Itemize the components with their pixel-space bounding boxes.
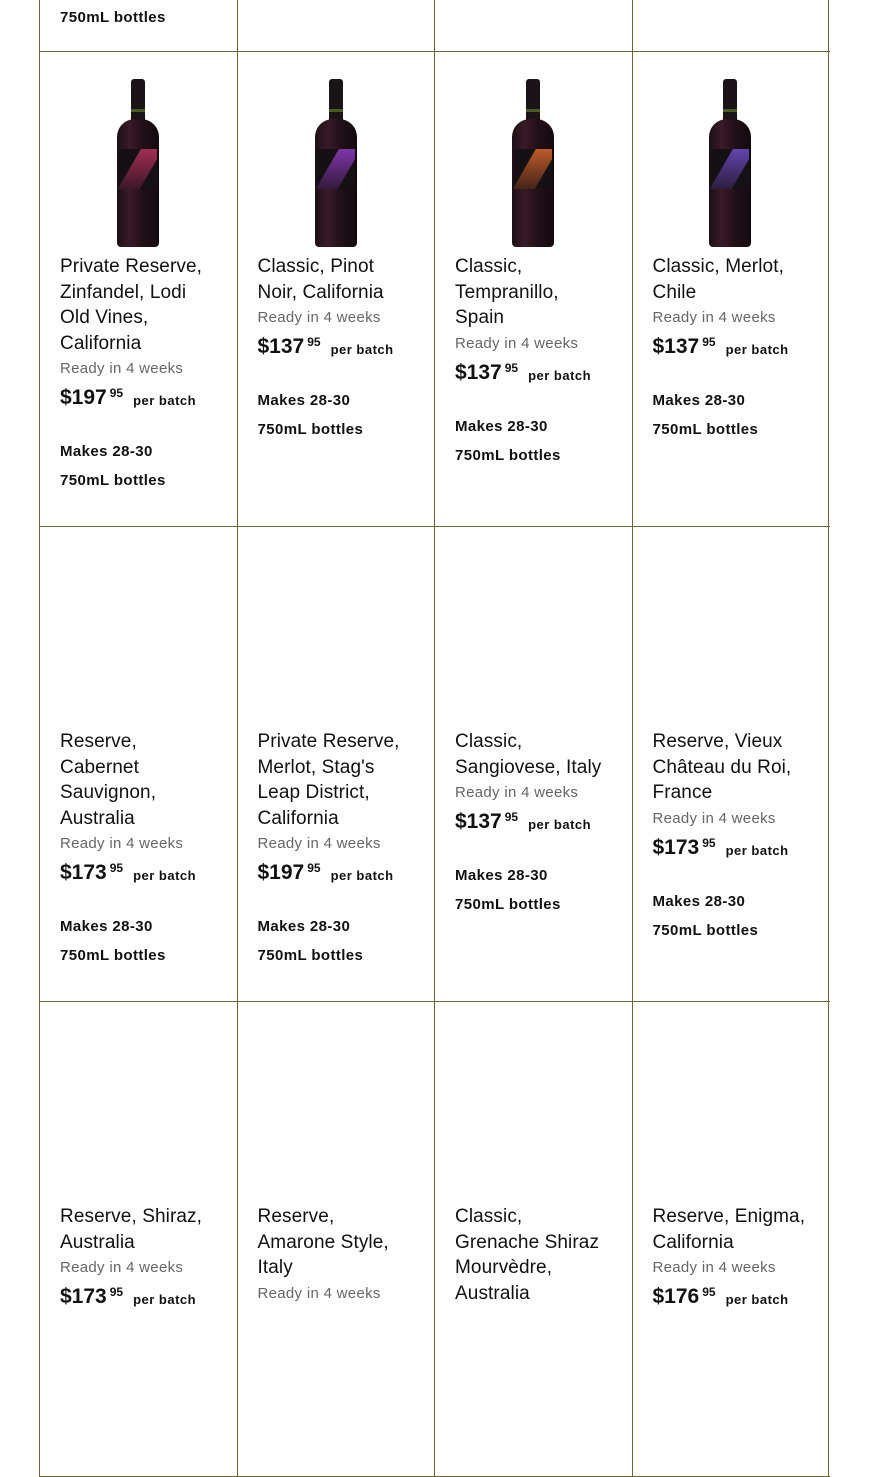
price-unit: per batch xyxy=(133,868,197,883)
wine-bottle-icon xyxy=(313,79,359,247)
product-card[interactable] xyxy=(39,52,237,526)
product-title[interactable]: Classic, Pinot Noir, California xyxy=(257,256,384,303)
yield-count: Makes 28-30 xyxy=(455,867,548,884)
product-title[interactable]: Reserve, Shiraz, Australia xyxy=(60,1206,203,1253)
product-image[interactable] xyxy=(258,527,415,722)
price-cents: 95 xyxy=(702,1285,716,1299)
ready-time: Ready in 4 weeks xyxy=(257,835,381,852)
price xyxy=(258,860,415,886)
yield-size: 750mL bottles xyxy=(652,421,759,438)
product-image[interactable] xyxy=(455,52,612,247)
product-card[interactable] xyxy=(39,1002,237,1476)
product-title[interactable]: Reserve, Vieux Château du Roi, France xyxy=(652,731,792,803)
price-dollars: $197 xyxy=(257,861,305,884)
price-cents: 95 xyxy=(109,1285,124,1299)
price-unit: per batch xyxy=(330,868,394,883)
price-dollars: $176 xyxy=(652,1285,700,1308)
yield-count: Makes 28-30 xyxy=(257,918,351,935)
product-card[interactable] xyxy=(237,0,435,51)
product-card[interactable] xyxy=(632,52,830,526)
price-unit: per batch xyxy=(528,817,592,832)
price xyxy=(455,1312,612,1320)
price-dollars: $137 xyxy=(257,335,305,358)
price-unit: per batch xyxy=(725,842,789,858)
product-card[interactable] xyxy=(434,527,632,1001)
price-dollars: $173 xyxy=(652,835,700,859)
product-card[interactable] xyxy=(237,1002,435,1476)
yield-count: Makes 28-30 xyxy=(60,443,153,460)
ready-time: Ready in 4 weeks xyxy=(455,334,579,352)
product-title[interactable]: Classic, Merlot, Chile xyxy=(652,256,784,303)
price xyxy=(455,360,612,386)
price-dollars: $137 xyxy=(652,335,700,358)
product-card[interactable] xyxy=(434,0,632,51)
price xyxy=(653,1284,809,1310)
price-dollars: $173 xyxy=(60,861,107,884)
price-cents: 95 xyxy=(504,360,519,375)
ready-time: Ready in 4 weeks xyxy=(652,309,776,326)
yield-info xyxy=(653,887,809,945)
ready-time: Ready in 4 weeks xyxy=(652,1259,776,1276)
yield-info xyxy=(258,386,415,444)
ready-time: Ready in 4 weeks xyxy=(257,309,381,326)
yield-info xyxy=(60,437,217,495)
price xyxy=(60,860,217,886)
price-cents: 95 xyxy=(702,835,716,850)
ready-time: Ready in 4 weeks xyxy=(455,784,579,801)
product-image[interactable] xyxy=(455,527,612,722)
product-card[interactable] xyxy=(434,52,632,526)
product-card[interactable] xyxy=(237,52,435,526)
product-card[interactable] xyxy=(632,527,830,1001)
product-row xyxy=(39,52,830,527)
yield-count: Makes 28-30 xyxy=(257,392,351,409)
price-cents: 95 xyxy=(504,810,519,824)
product-card[interactable] xyxy=(632,1002,830,1476)
yield-count: Makes 28-30 xyxy=(60,918,153,935)
product-title[interactable]: Reserve, Cabernet Sauvignon, Australia xyxy=(60,731,157,829)
product-row xyxy=(39,0,830,52)
yield-info xyxy=(258,912,415,970)
product-card[interactable] xyxy=(39,527,237,1001)
wine-bottle-icon xyxy=(115,79,161,247)
product-card[interactable] xyxy=(237,527,435,1001)
price-cents: 95 xyxy=(702,335,716,349)
product-image[interactable] xyxy=(60,1002,217,1197)
product-card[interactable] xyxy=(434,1002,632,1476)
price-dollars: $197 xyxy=(60,386,107,409)
yield-count: Makes 28-30 xyxy=(455,417,548,435)
price-unit: per batch xyxy=(330,342,394,357)
price xyxy=(653,334,809,360)
wine-bottle-icon xyxy=(510,79,556,247)
price xyxy=(653,835,809,861)
product-image[interactable] xyxy=(653,1002,809,1197)
yield-size: 750mL bottles xyxy=(455,896,561,913)
yield-size: 750mL bottles xyxy=(60,472,166,489)
product-title[interactable]: Classic, Tempranillo, Spain xyxy=(455,256,559,328)
price-unit: per batch xyxy=(528,367,592,383)
ready-time: Ready in 4 weeks xyxy=(60,835,184,852)
ready-time: Ready in 4 weeks xyxy=(257,1284,381,1302)
ready-time: Ready in 4 weeks xyxy=(652,809,776,827)
product-image[interactable] xyxy=(653,52,809,247)
product-grid xyxy=(39,0,830,1477)
price-cents: 95 xyxy=(109,861,124,875)
yield-info xyxy=(60,912,217,970)
product-row xyxy=(39,527,830,1002)
product-image[interactable] xyxy=(653,527,809,722)
product-image[interactable] xyxy=(258,52,415,247)
product-row xyxy=(39,1002,830,1477)
yield-info xyxy=(653,386,809,444)
yield-size: 750mL bottles xyxy=(652,921,759,939)
price xyxy=(455,809,612,835)
product-image[interactable] xyxy=(60,527,217,722)
product-title[interactable]: Classic, Grenache Shiraz Mourvèdre, Australia xyxy=(455,1206,600,1304)
price-dollars: $173 xyxy=(60,1285,107,1308)
product-image[interactable] xyxy=(258,1002,415,1197)
price-dollars: $137 xyxy=(455,810,502,833)
price-unit: per batch xyxy=(725,342,789,357)
yield-info xyxy=(60,3,166,32)
price-cents: 95 xyxy=(109,386,124,400)
price xyxy=(60,1284,217,1310)
price-cents: 95 xyxy=(307,861,321,875)
wine-bottle-icon xyxy=(707,79,753,247)
price xyxy=(258,334,415,360)
product-card[interactable] xyxy=(632,0,830,51)
yield-size: 750mL bottles xyxy=(257,947,364,964)
ready-time: Ready in 4 weeks xyxy=(60,360,184,377)
price-unit: per batch xyxy=(133,1292,197,1307)
yield-size: 750mL bottles xyxy=(257,421,364,438)
yield-info xyxy=(455,412,612,470)
price-unit: per batch xyxy=(133,393,197,408)
yield-size: 750mL bottles xyxy=(60,9,166,26)
product-image[interactable] xyxy=(60,52,217,247)
ready-time: Ready in 4 weeks xyxy=(60,1259,184,1276)
price-cents: 95 xyxy=(307,335,321,349)
yield-size: 750mL bottles xyxy=(60,947,166,964)
product-image[interactable] xyxy=(455,1002,612,1197)
product-title[interactable]: Private Reserve, Merlot, Stag's Leap District, California xyxy=(257,731,400,829)
price-unit: per batch xyxy=(725,1292,789,1307)
yield-count: Makes 28-30 xyxy=(652,892,746,910)
product-title[interactable]: Reserve, Amarone Style, Italy xyxy=(257,1206,389,1278)
price-dollars: $137 xyxy=(455,360,502,384)
price xyxy=(60,385,217,411)
product-card[interactable] xyxy=(39,0,237,51)
yield-info xyxy=(455,861,612,919)
yield-count: Makes 28-30 xyxy=(652,392,746,409)
product-title[interactable]: Reserve, Enigma, California xyxy=(652,1206,806,1253)
yield-size: 750mL bottles xyxy=(455,446,561,464)
product-title[interactable]: Classic, Sangiovese, Italy xyxy=(455,731,602,778)
product-title[interactable]: Private Reserve, Zinfandel, Lodi Old Vines, California xyxy=(60,256,203,354)
